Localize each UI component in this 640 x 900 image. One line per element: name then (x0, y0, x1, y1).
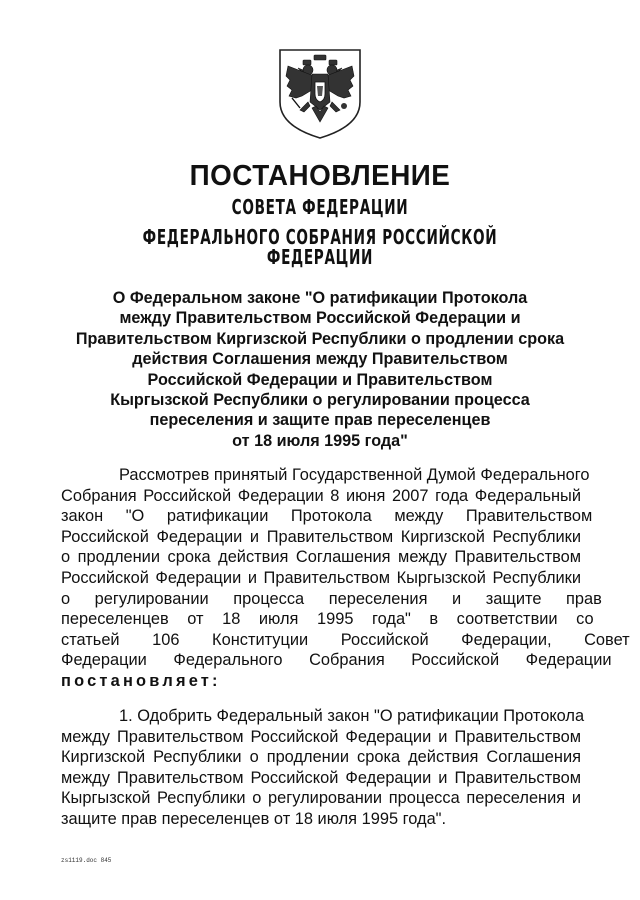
paragraph-line: о продлении срока действия Соглашения между Правительством (61, 548, 581, 567)
resolution-subject (70, 288, 570, 451)
paragraph-line: Кыргызской Республики о регулировании процесса переселения и (61, 789, 581, 808)
paragraph-line: Рассмотрев принятый Государственной Думой Федерального (119, 466, 590, 484)
subject-line: действия Соглашения между Правительством (132, 350, 508, 369)
document-subtitle-assembly: ФЕДЕРАЛЬНОГО СОБРАНИЯ РОССИЙСКОЙ ФЕДЕРАЦИИ (142, 225, 498, 269)
subject-line: от 18 июля 1995 года" (232, 431, 408, 450)
subject-line: Правительством Киргизской Республики о продлении срока (75, 329, 565, 348)
paragraph-line: 1. Одобрить Федеральный закон "О ратификации Протокола (119, 707, 585, 725)
paragraph-line: Российской Федерации и Правительством Кыргызской Республики (61, 568, 581, 587)
resolution-verb: постановляет: (61, 671, 221, 690)
subject-line: Кыргызской Республики о регулировании процесса (110, 391, 530, 410)
coat-of-arms-emblem (274, 46, 366, 140)
document-code: zs1119.doc 845 (61, 857, 112, 864)
document-title: ПОСТАНОВЛЕНИЕ (189, 160, 451, 192)
paragraph-line: Собрания Российской Федерации 8 июня 2007 года Федеральный (61, 486, 581, 505)
subject-line: между Правительством Российской Федерации и (119, 309, 521, 328)
paragraph-line: о регулировании процесса переселения и защите прав (61, 589, 602, 608)
subject-line: переселения и защите прав переселенцев (149, 411, 491, 430)
paragraph-line: закон "О ратификации Протокола между Правительством (61, 507, 593, 526)
subject-line: О Федеральном законе "О ратификации Протокола (112, 289, 528, 307)
article-1-paragraph (61, 706, 585, 830)
paragraph-line: защите прав переселенцев от 18 июля 1995 года". (61, 809, 447, 828)
preamble-paragraph (61, 465, 630, 692)
document-subtitle-council: СОВЕТА ФЕДЕРАЦИИ (231, 195, 409, 219)
paragraph-line: между Правительством Российской Федерации и Правительством (61, 727, 581, 746)
paragraph-line: Федерации Федерального Собрания Российской Федерации (61, 651, 612, 670)
paragraph-line: Российской Федерации и Правительством Киргизской Республики (61, 527, 581, 546)
subject-line: Российской Федерации и Правительством (147, 370, 493, 389)
paragraph-line: переселенцев от 18 июля 1995 года" в соответствии со (61, 610, 594, 629)
paragraph-line: между Правительством Российской Федерации и Правительством (61, 768, 581, 787)
paragraph-line: статьей 106 Конституции Российской Федерации, Совет (61, 630, 630, 649)
paragraph-line: Киргизской Республики о продлении срока действия Соглашения (61, 748, 581, 767)
